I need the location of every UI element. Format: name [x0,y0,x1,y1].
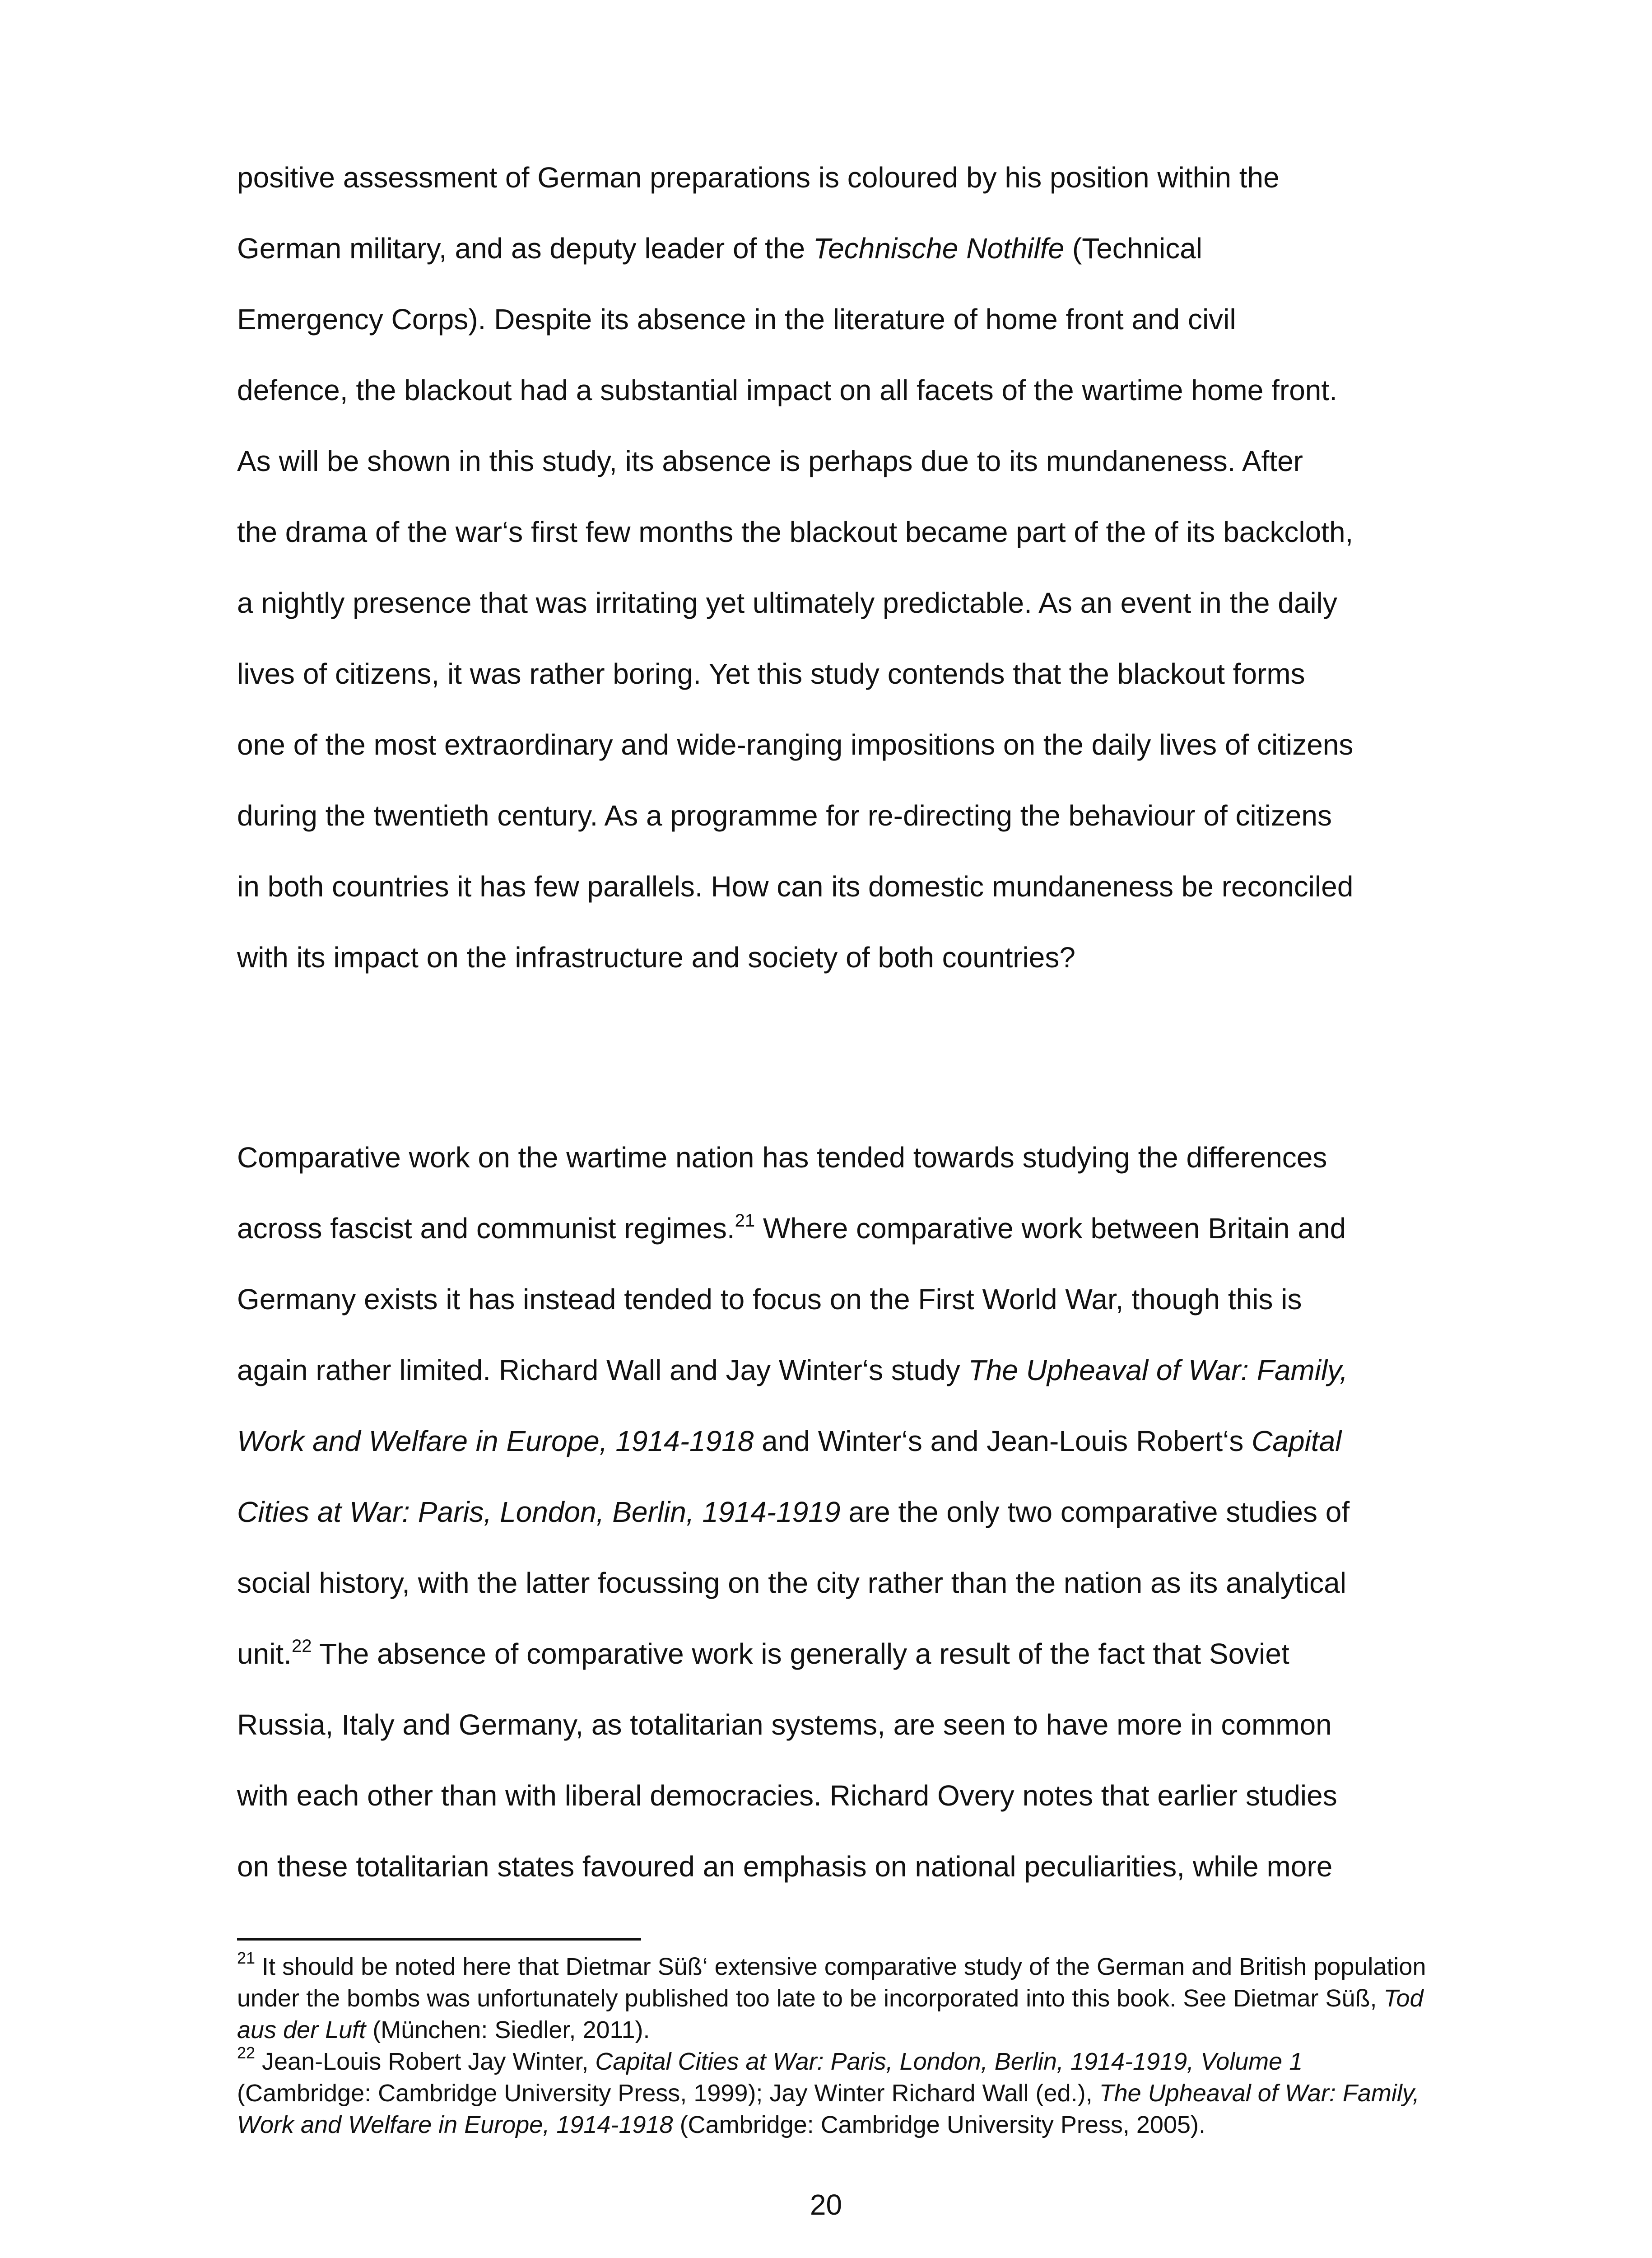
book-title: The Upheaval of War: Family, [968,1354,1348,1386]
text-line: unit.$^{22}$ The absence of comparative work is generally a result of the fact that Soviet [237,1636,1289,1670]
footnote-reference-21[interactable]: 21 [735,1210,755,1231]
footnotes [237,1951,1429,2141]
text-line: lives of citizens, it was rather boring. Yet this study contends that the blackout forms [237,658,1305,690]
paragraph-1 [237,142,1429,993]
text-line: during the twentieth century. As a programme for re-directing the behaviour of citizens [237,799,1332,832]
text-line: Cities at War: Paris, London, Berlin, 1914-1919 are the only two comparative studies of [237,1496,1350,1528]
text-line: German military, and as deputy leader of the Technische Nothilfe (Technical [237,232,1202,265]
text-line: Comparative work on the wartime nation has tended towards studying the differences [237,1141,1327,1174]
book-title: Capital Cities at War: Paris, London, Berlin, 1914-1919, Volume 1 [595,2048,1303,2075]
text-line: defence, the blackout had a substantial impact on all facets of the wartime home front. [237,374,1337,406]
footnote-number: 21 [237,1949,256,1967]
book-title: The Upheaval of War: Family, Work and Welfare in Europe, 1914-1918 [237,2080,1419,2138]
book-title: Capital [1252,1425,1342,1457]
text-line: Russia, Italy and Germany, as totalitarian systems, are seen to have more in common [237,1708,1332,1741]
text-line: Work and Welfare in Europe, 1914-1918 and Winter‘s and Jean-Louis Robert‘s Capital [237,1425,1342,1457]
book-title: Cities at War: Paris, London, Berlin, 1914-1919 [237,1496,841,1528]
text-line: on these totalitarian states favoured an emphasis on national peculiarities, while more [237,1850,1333,1883]
book-title: Tod aus der Luft [237,1985,1424,2043]
text-line: one of the most extraordinary and wide-ranging impositions on the daily lives of citizens [237,728,1354,761]
text-line: with its impact on the infrastructure and society of both countries? [237,941,1075,974]
text-line: a nightly presence that was irritating yet ultimately predictable. As an event in the daily [237,587,1337,619]
footnote-reference-22[interactable]: 22 [291,1636,312,1656]
text-line: again rather limited. Richard Wall and Jay Winter‘s study The Upheaval of War: Family, [237,1354,1348,1386]
text-line: the drama of the war‘s first few months the blackout became part of the of its backcloth, [237,516,1354,548]
text-line: Emergency Corps). Despite its absence in the literature of home front and civil [237,303,1236,336]
text-line: with each other than with liberal democracies. Richard Overy notes that earlier studies [237,1779,1337,1812]
footnote-number: 22 [237,2043,256,2062]
footnote-22: $^{22}$ Jean-Louis Robert Jay Winter, Capital Cities at War: Paris, London, Berlin, 1914-1919, Volume 1 (Cambridge: Cambridge University Press, 1999); Jay Winter Richard Wall (ed.), The Upheaval of War: Family, Work and Welfare in Europe, 1914-1918 (Cambridge: Cambridge University Press, 2005). [237,2043,1419,2138]
text-line: positive assessment of German preparations is coloured by his position within the [237,161,1280,194]
footnote-21: $^{21}$ It should be noted here that Dietmar Süß‘ extensive comparative study of the German and British population under the bombs was unfortunately published too late to be incorporated into this book. See Dietmar Süß, Tod aus der Luft (München: Siedler, 2011). [237,1949,1426,2043]
paragraph-2 [237,1122,1429,1902]
book-title: Work and Welfare in Europe, 1914-1918 [237,1425,754,1457]
text-line: across fascist and communist regimes.$^{21}$ Where comparative work between Britain and [237,1210,1346,1245]
text-line: social history, with the latter focussing on the city rather than the nation as its analytical [237,1567,1346,1599]
text-line: in both countries it has few parallels. How can its domestic mundaneness be reconciled [237,870,1354,903]
page-number: 20 [810,2188,842,2221]
text-line: Germany exists it has instead tended to focus on the First World War, though this is [237,1283,1302,1316]
text-line: As will be shown in this study, its absence is perhaps due to its mundaneness. After [237,445,1303,477]
italic-term: Technische Nothilfe [813,232,1065,265]
footnote-separator [237,1938,641,1941]
